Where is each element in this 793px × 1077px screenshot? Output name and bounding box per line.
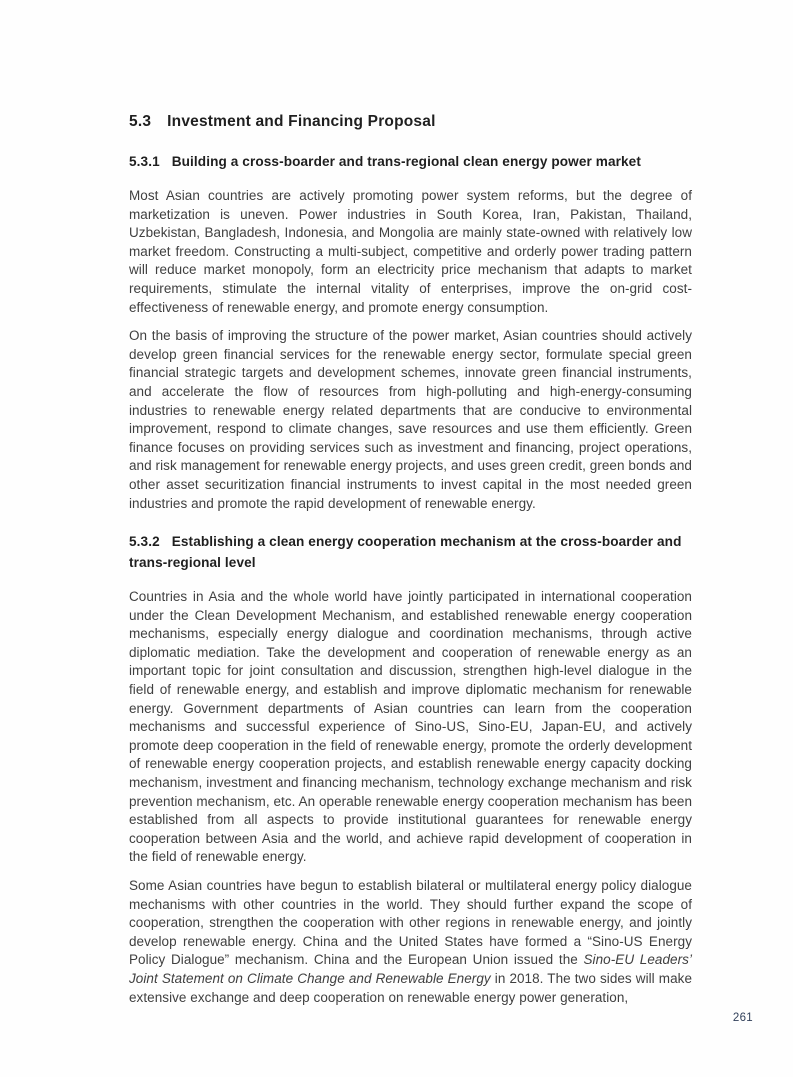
section-heading [129,112,692,131]
section-title: Investment and Financing Proposal [167,113,436,130]
paragraph-531-2: On the basis of improving the structure of the power market, Asian countries should actively develop green financial services for the renewable energy sector, formulate special green financial strategic targets and development schemes, innovate green financial instruments, and accelerate the flow of resources from high-polluting and high-energy-consuming industries to renewable energy related departments that are conducive to environmental improvement, respond to climate changes, save resources and use them efficiently. Green finance focuses on providing services such as investment and financing, project operations, and risk management for renewable energy projects, and uses green credit, green bonds and other asset securitization financial instruments to invest capital in the most needed green industries and promote the rapid development of renewable energy. [129,328,692,511]
paragraph-532-2 [129,877,692,1007]
paragraph-532-2-text-before: Some Asian countries have begun to establish bilateral or multilateral energy policy dialogue mechanisms with other countries in the world. They should further expand the scope of cooperation, strengthen the cooperation with other regions in renewable energy, and jointly develop renewable energy. China and the United States have formed a “Sino-US Energy Policy Dialogue” mechanism. China and the European Union issued the [129,878,692,968]
italic-citation-title: Sino-EU Leaders’ Joint Statement on Climate Change and Renewable Energy [129,952,692,986]
page-number: 261 [732,1012,753,1024]
subsection-531-title: Building a cross-boarder and trans-regional clean energy power market [171,154,641,169]
subsection-heading-531 [129,151,692,172]
page-content [129,112,692,1017]
subsection-heading-532 [129,531,692,573]
paragraph-531-1: Most Asian countries are actively promoting power system reforms, but the degree of marketization is uneven. Power industries in South Korea, Iran, Pakistan, Thailand, Uzbekistan, Bangladesh, Indonesia, and Mongolia are mainly state-owned with relatively low market freedom. Constructing a multi-subject, competitive and orderly power trading pattern will reduce market monopoly, form an electricity price mechanism that adapts to market requirements, stimulate the internal vitality of enterprises, improve the on-grid cost-effectiveness of renewable energy, and promote energy consumption. [129,188,692,315]
subsection-532-title: Establishing a clean energy cooperation mechanism at the cross-boarder and trans-regional level [129,534,682,571]
paragraph-532-1: Countries in Asia and the whole world have jointly participated in international cooperation under the Clean Development Mechanism, and established renewable energy cooperation mechanisms, especially energy dialogue and coordination mechanisms, through active diplomatic mediation. Take the development and cooperation of renewable energy as an important topic for joint consultation and discussion, strengthen high-level dialogue in the field of renewable energy, and establish and improve diplomatic mechanism for renewable energy. Government departments of Asian countries can learn from the cooperation mechanisms and successful experience of Sino-US, Sino-EU, Japan-EU, and actively promote deep cooperation in the field of renewable energy, promote the orderly development of renewable energy cooperation projects, and establish renewable energy capacity docking mechanism, investment and financing mechanism, technology exchange mechanism and risk prevention mechanism, etc. An operable renewable energy cooperation mechanism has been established from all aspects to provide institutional guarantees for renewable energy cooperation between Asia and the world, and achieve rapid development of cooperation in the field of renewable energy. [129,589,692,865]
subsection-531-number: 5.3.1 [129,154,160,169]
paragraph-532-2-text-after: in 2018. The two sides will make extensive exchange and deep cooperation on renewable energy power generation, [129,970,693,1005]
section-number: 5.3 [129,113,152,130]
subsection-532-number: 5.3.2 [129,534,160,550]
